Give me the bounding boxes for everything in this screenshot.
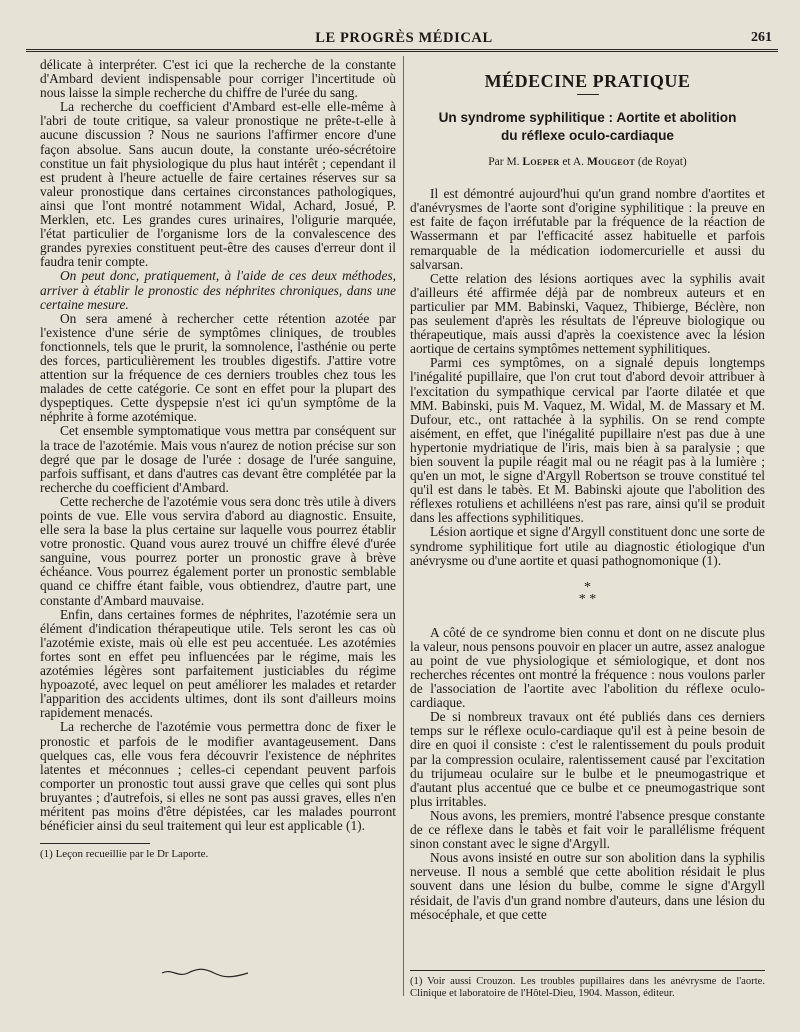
paragraph: Cette relation des lésions aortiques avec la syphilis avait d'ailleurs été affirmée déjà par de nombreux auteurs et en particulier par MM. Babinski, Vaquez, Thibierge, Béclère, non pas seulement d'après les résultats de l'épreuve biologique ou thérapeutique, mais aussi d'après la coexistence avec la lésion aortique de certains symptômes nettement syphilitiques. xyxy=(410,270,765,357)
title-rule xyxy=(577,94,599,95)
paragraph-italic: On peut donc, pratiquement, à l'aide de ces deux méthodes, arriver à établir le pronostic des néphrites chroniques, dans une certaine mesure. xyxy=(40,268,396,312)
asterism-top: * xyxy=(584,579,591,595)
footnote-rule xyxy=(40,843,150,844)
footnote: (1) Voir aussi Crouzon. Les troubles pupillaires dans les anévrysme de l'aorte. Clinique et laboratoire de l'Hôtel-Dieu, 1904. Masson, éditeur. xyxy=(410,976,765,999)
paragraph: Il est démontré aujourd'hui qu'un grand nombre d'aortites et d'anévrysmes de l'aorte sont d'origine syphilitique : la preuve en est faite de façon irréfutable par la fréquence de la réaction de Wassermann et par l'efficacité assez habituelle et parfois remarquable de la médication iodomercurielle et aussi du salvarsan. xyxy=(410,186,765,272)
byline-affiliation: (de Royat) xyxy=(637,156,687,169)
article-title-line: Un syndrome syphilitique : Aortite et abolition xyxy=(438,110,737,126)
paragraph: Parmi ces symptômes, on a signalé depuis longtemps l'inégalité pupillaire, que l'on crut tout d'abord devoir attribuer à l'excitation du sympathique cervical par l'aorte dilatée et que MM. Babinski, puis M. Vaquez, M. Widal, M. de Massary et M. Dufour, etc., ont rattachée à la syphilis. On se rend compte aisément, en effet, que l'inégalité pupillaire n'est pas due à une hypertonie mydriatique de l'iris, mais bien à sa paralysie ; que bien souvent la pupile réagit mal ou ne réagit pas à la lumière ; qu'en un mot, le signe d'Argyll Robertson se trouve constitué tel qu'il est dans le tabès. Et M. Babinski ajoute que l'abolition des réflexes rotuliens et achilléens n'est pas rare, ainsi qu'il se produit dans les affections syphilitiques. xyxy=(410,355,765,526)
paragraph: Nous avons insisté en outre sur son abolition dans la syphilis nerveuse. Il nous a semblé que cette abolition résidait le plus souvent dans une lésion du bulbe, comme le signe d'Argyll résidait, de l'avis d'un grand nombre d'auteurs, dans une lésion du mésocéphale, et que cette xyxy=(410,850,765,922)
paragraph: Enfin, dans certaines formes de néphrites, l'azotémie sera un élément d'indication thérapeutique utile. Tels seront les cas où l'azotémie existe, mais où elle est peu accentuée. Les azotémies fortes sont en effet peu influencées par le régime, mais les azotémies légères sont parfaitement justiciables du régime hypoazoté, avec lequel on peut améliorer les malades et retarder l'apparition des accidents ultimes, dont ils sont d'ailleurs moins rapidement menacés. xyxy=(40,606,396,721)
footnote: (1) Leçon recueillie par le Dr Laporte. xyxy=(40,848,209,861)
byline xyxy=(410,155,765,169)
paragraph: Cet ensemble symptomatique vous mettra par conséquent sur la trace de l'azotémie. Mais vous n'aurez de notion précise sur son degré que par le dosage de l'urée : dosage de l'urée sanguine, parfois suffisant, et dans d'autres cas devant être complétée par la recherche du coefficient d'Ambard. xyxy=(40,423,396,495)
author-name: Loeper xyxy=(522,156,560,169)
page-header xyxy=(24,30,784,50)
article-title-line: du réflexe oculo-cardiaque xyxy=(501,128,674,144)
column-divider xyxy=(403,56,404,996)
byline-prefix: Par M. xyxy=(488,156,520,169)
paragraph: Cette recherche de l'azotémie vous sera donc très utile à divers points de vue. Elle vous servira d'abord au diagnostic. Ensuite, elle sera la base la plus certaine sur laquelle vous pourrez établir votre pronostic. Quand vous aurez trouvé un chiffre élevé d'urée sanguine, vous pourrez porter un pronostic grave à brève échéance. Vous pourrez également porter un pronostic semblable quand ce chiffre étant faible, vous obtiendrez, d'autre part, une constante d'Ambard mauvaise. xyxy=(40,493,396,608)
header-rule xyxy=(26,49,778,52)
right-column xyxy=(410,58,765,922)
author-name: Mougeot xyxy=(586,156,636,169)
page-number: 261 xyxy=(751,30,772,45)
article-title xyxy=(410,109,765,145)
paragraph: On sera amené à rechercher cette rétention azotée par l'existence d'une série de symptômes cliniques, de troubles fonctionnels, tels que le prurit, la somnolence, l'asthénie ou perte des forces, particulièrement les troubles digestifs. J'attire votre attention sur la fréquence de ces derniers troubles chez tous les malades de cette catégorie. Ce sont en effet pour la plupart des dyspeptiques. Cette dyspepsie n'est ici qu'un symptôme de la néphrite à forme azotémique. xyxy=(40,310,396,425)
byline-and: et A. xyxy=(562,156,585,169)
paragraph: délicate à interpréter. C'est ici que la recherche de la constante d'Ambard devient indispensable pour corriger l'incertitude où nous laisse la simple recherche du chiffre de l'urée du sang. xyxy=(40,57,396,101)
asterism-bottom: * * xyxy=(578,591,597,607)
running-title: LE PROGRÈS MÉDICAL xyxy=(315,30,493,46)
section-title: MÉDECINE PRATIQUE xyxy=(484,71,691,91)
ornament-flourish xyxy=(160,967,250,979)
left-column xyxy=(40,58,396,860)
footnote-rule xyxy=(410,970,765,971)
paragraph: Lésion aortique et signe d'Argyll constituent donc une sorte de syndrome syphilitique fort utile au diagnostic étiologique d'un anévrysme ou d'une aortite et quasi pathognomonique (1). xyxy=(410,524,765,568)
paragraph: La recherche du coefficient d'Ambard est-elle elle-même à l'abri de toute critique, sa valeur pronostique ne prête-t-elle à aucune discussion ? Nous ne saurions l'affirmer encore d'une façon absolue. Sans aucun doute, la constante uréo-sécrétoire constitue un fait physiologique du plus haut intérêt ; cependant il est prudent à l'heure actuelle de faire certaines réserves sur sa valeur pronostique dans certaines circonstances pathologiques, ainsi que l'ont montré notamment Widal, Achard, Josué, P. Merklen, etc. Les grandes cures urinaires, l'oligurie marquée, l'état particulier de l'organisme lors de la convalescence des grandes pyrexies constituent peut-être des causes d'erreur dont il faudra tenir compte. xyxy=(40,99,396,270)
asterism-separator xyxy=(410,579,765,607)
paragraph: Nous avons, les premiers, montré l'absence presque constante de ce réflexe dans le tabès et fait voir le parallélisme fréquent sinon constant avec le signe d'Argyll. xyxy=(410,807,765,852)
paragraph: La recherche de l'azotémie vous permettra donc de fixer le pronostic et parfois de le modifier avantageusement. Dans quelques cas, elle vous fera découvrir l'existence de néphrites latentes et méconnues ; celles-ci cependant peuvent parfois comporter un pronostic tout aussi grave que celles qui sont plus bruyantes ; d'autrefois, si elles ne sont pas aussi graves, elles n'en méritent pas moins d'être dépistées, car les malades pourront bénéficier ainsi du seul traitement qui leur est applicable (1). xyxy=(40,719,396,834)
paragraph: De si nombreux travaux ont été publiés dans ces derniers temps sur le réflexe oculo-cardiaque qu'il est à peine besoin de dire en quoi il consiste : c'est le ralentissement du pouls produit par la compression oculaire, ralentissement causé par l'excitation du trijumeau oculaire sur le bulbe et le pneumogastrique et d'autant plus accentué que ce bulbe et ce pneumogastrique sont plus irritables. xyxy=(410,709,765,809)
paragraph: A côté de ce syndrome bien connu et dont on ne discute plus la valeur, nous pensons pouvoir en placer un autre, assez analogue au point de vue physiologique et sémiologique, et dont nos recherches récentes ont montré la fréquence : nous voulons parler de l'association de l'aortite avec l'abolition du réflexe oculo-cardiaque. xyxy=(410,624,765,711)
